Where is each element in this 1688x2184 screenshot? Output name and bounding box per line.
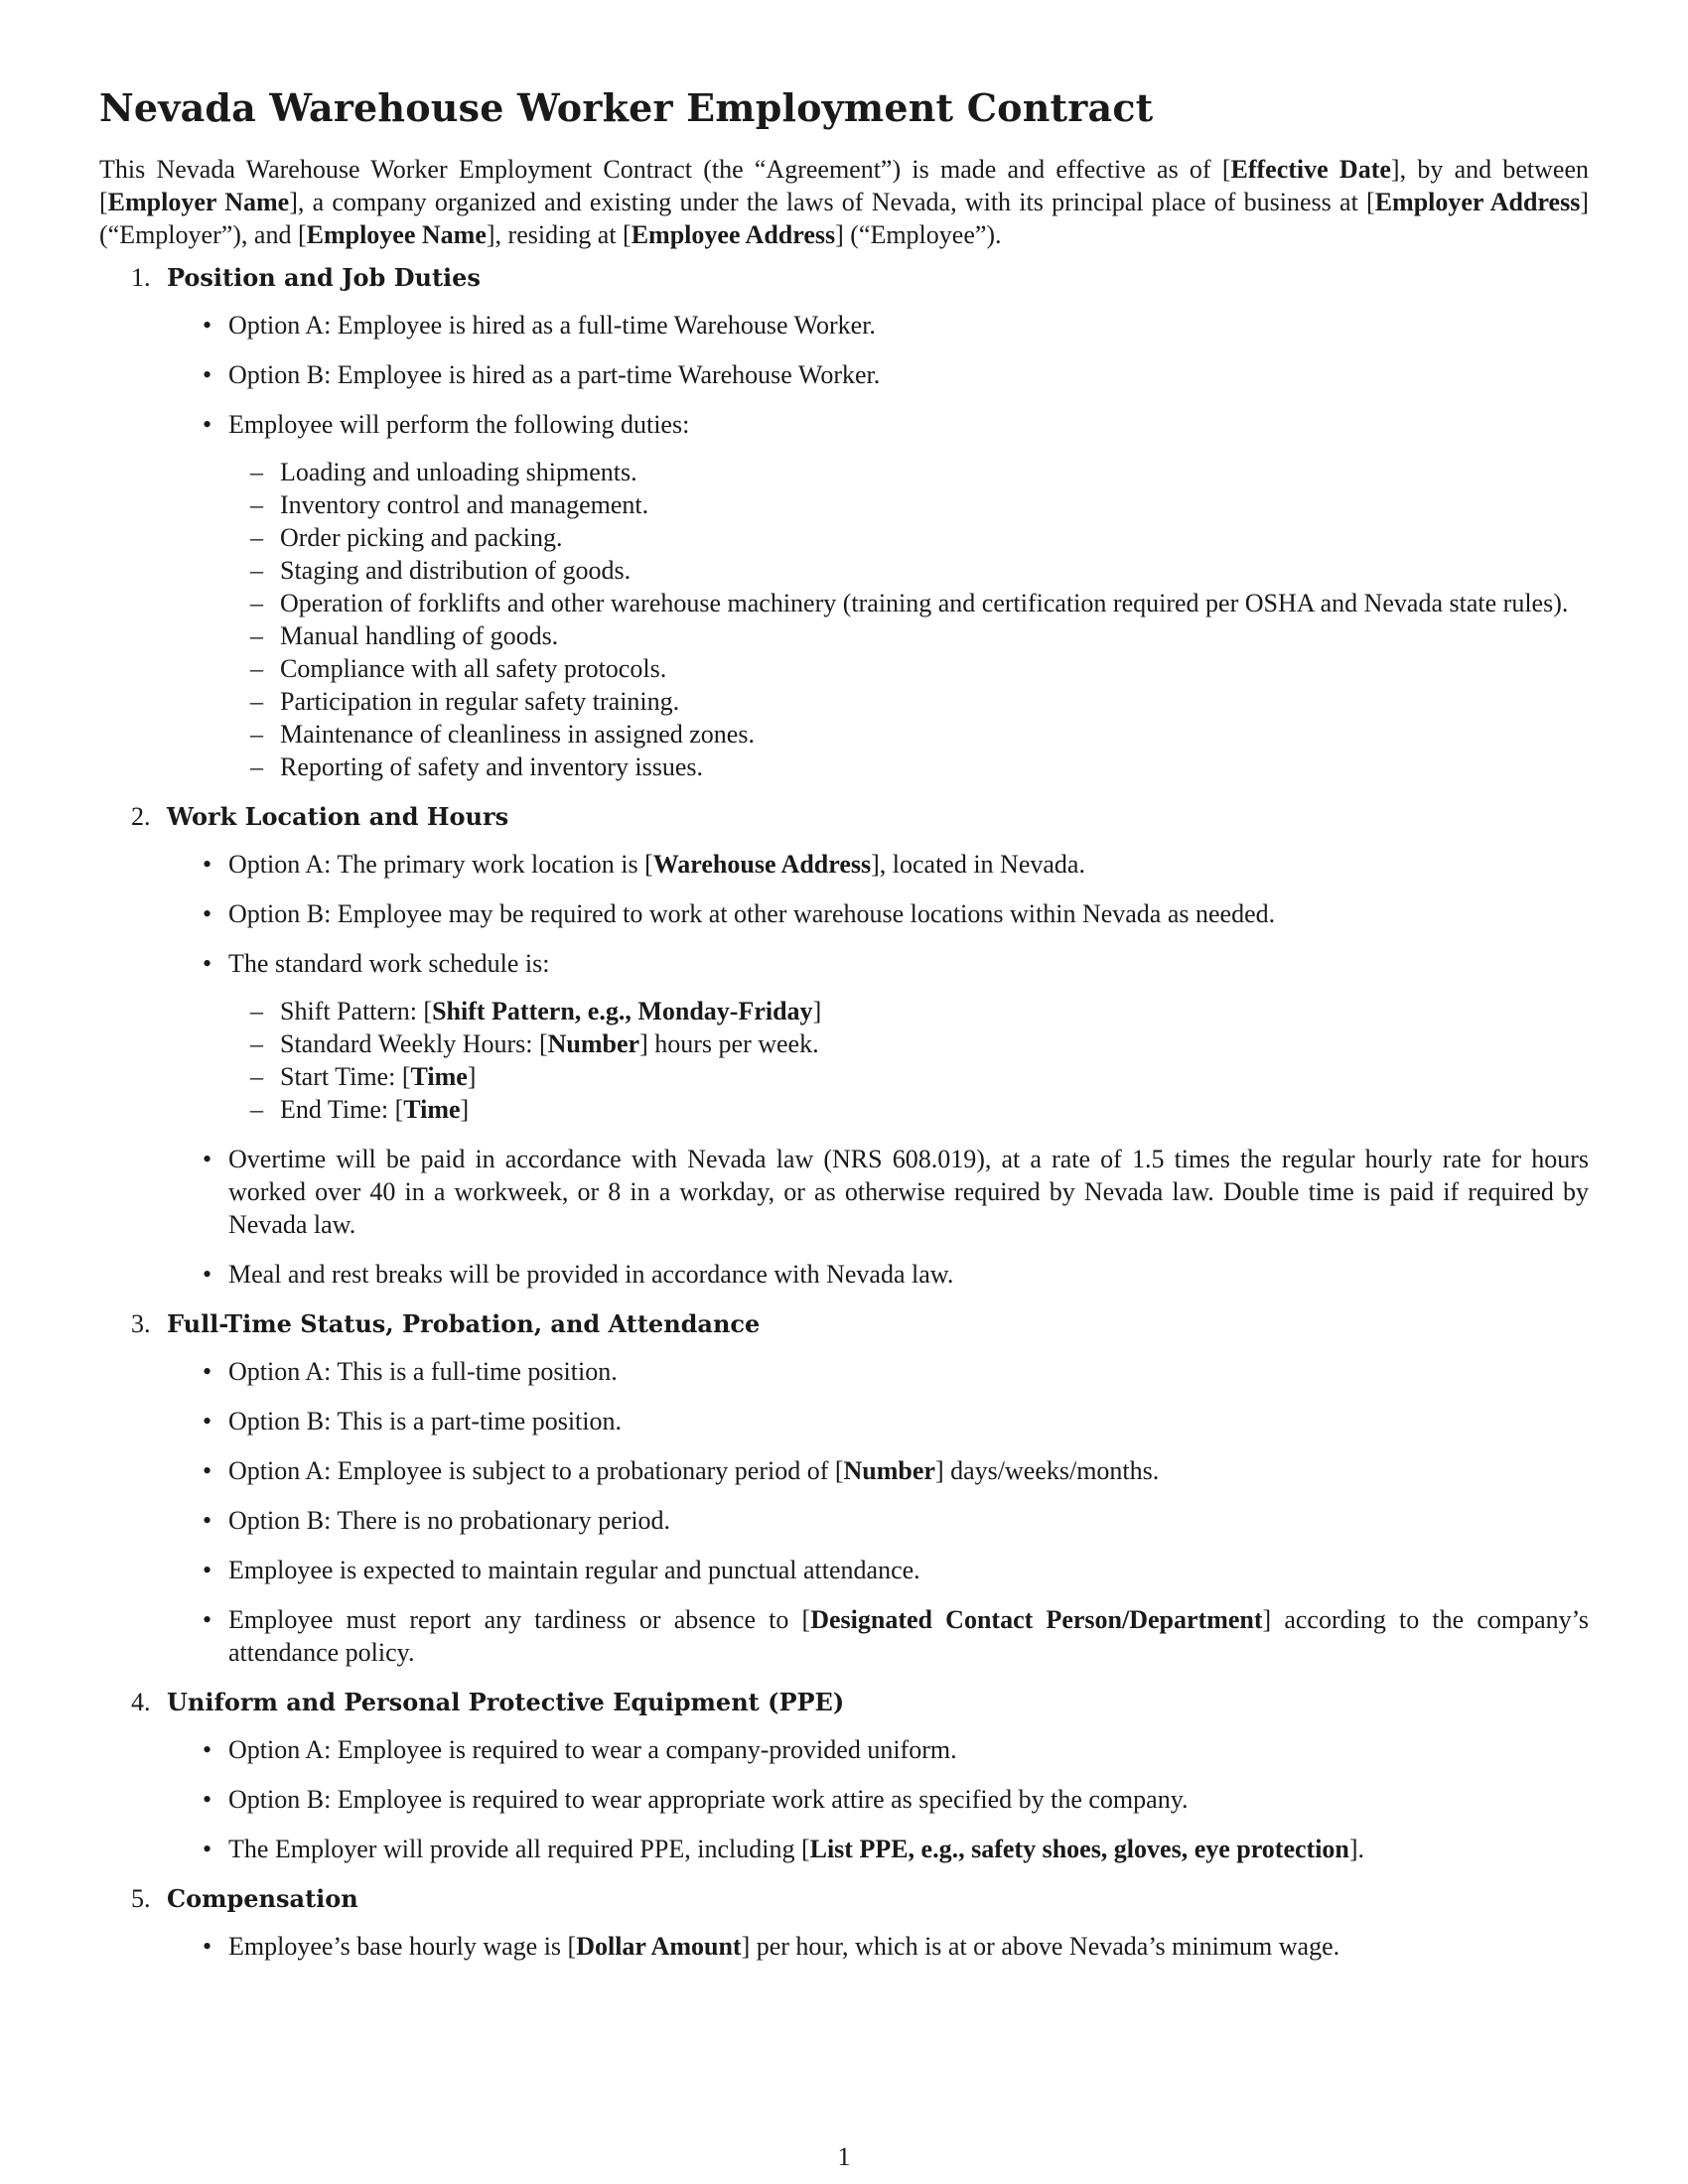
- dash-icon: –: [250, 457, 263, 486]
- section-number: 5.: [131, 1883, 151, 1913]
- bullet-icon: •: [203, 898, 212, 928]
- bullet-icon: •: [203, 1784, 212, 1814]
- bullet-icon: •: [203, 1259, 212, 1289]
- list-item: • The Employer will provide all required PPE, including [List PPE, e.g., safety shoes, gloves, eye protection].: [203, 1834, 1365, 1863]
- list-item: • Employee must report any tardiness or absence to [Designated Contact Person/Department] according to the company’s attendance policy.: [203, 1604, 1590, 1667]
- dash-icon: –: [250, 620, 263, 650]
- dash-icon: –: [250, 1061, 263, 1091]
- section-status-probation: [99, 1307, 1589, 1669]
- duty-item: – Compliance with all safety protocols.: [250, 653, 667, 683]
- schedule-list: [228, 995, 1589, 1126]
- dash-icon: –: [250, 588, 263, 617]
- dash-icon: –: [250, 751, 263, 781]
- sections-list: [99, 261, 1589, 1963]
- dash-icon: –: [250, 555, 263, 585]
- list-item: • Option B: Employee is hired as a part-time Warehouse Worker.: [203, 359, 881, 389]
- section-title: Uniform and Personal Protective Equipment (PPE): [167, 1687, 845, 1716]
- duty-item: – Manual handling of goods.: [250, 620, 559, 650]
- bullet-icon: •: [203, 1604, 212, 1634]
- list-item: • The standard work schedule is: – Shift Pattern: [Shift Pattern, e.g., Monday-Friday] – Standard Weekly Hours: [Number] hours per week. – Start Time: [Time] – End Time: [Time]: [167, 947, 1589, 1126]
- dash-icon: –: [250, 1028, 263, 1058]
- bullet-icon: •: [203, 1555, 212, 1584]
- schedule-item: – Shift Pattern: [Shift Pattern, e.g., Monday-Friday]: [250, 996, 822, 1025]
- section-position-duties: [99, 261, 1589, 783]
- section-title: Full-Time Status, Probation, and Attendance: [167, 1308, 761, 1338]
- duty-item: – Loading and unloading shipments.: [250, 457, 637, 486]
- section-number: 4.: [131, 1687, 151, 1716]
- bullet-icon: •: [203, 1931, 212, 1961]
- duty-item: – Order picking and packing.: [250, 522, 563, 552]
- duty-item: – Participation in regular safety training.: [250, 686, 680, 716]
- page-number: 1: [837, 2142, 851, 2171]
- intro-paragraph: This Nevada Warehouse Worker Employment Contract (the “Agreement”) is made and effective as of [Effective Date], by and between [Employer Name], a company organized and existing under the laws of Nevada, with its principal place of business at [Employer Address] (“Employer”), and [Employee Name], residing at [Employee Address] (“Employee”).: [99, 154, 1589, 249]
- section-location-hours: [99, 800, 1589, 1291]
- duty-item: – Inventory control and management.: [250, 489, 649, 519]
- dash-icon: –: [250, 522, 263, 552]
- schedule-item: – Standard Weekly Hours: [Number] hours per week.: [250, 1028, 819, 1058]
- section-title: Work Location and Hours: [167, 801, 509, 831]
- bullet-icon: •: [203, 1834, 212, 1863]
- list-item: • Option B: Employee may be required to work at other warehouse locations within Nevada as needed.: [203, 898, 1276, 928]
- list-item: • Option A: Employee is hired as a full-time Warehouse Worker.: [203, 310, 876, 340]
- dash-icon: –: [250, 653, 263, 683]
- list-item: • Overtime will be paid in accordance with Nevada law (NRS 608.019), at a rate of 1.5 times the regular hourly rate for hours worked over 40 in a workweek, or 8 in a workday, or as otherwise required by Nevada law. Double time is paid if required by Nevada law.: [203, 1144, 1589, 1239]
- bullet-icon: •: [203, 310, 212, 340]
- list-item: • Option A: Employee is subject to a probationary period of [Number] days/weeks/months.: [203, 1455, 1160, 1485]
- bullet-icon: •: [203, 359, 212, 389]
- list-item: • Option A: This is a full-time position.: [203, 1356, 618, 1386]
- bullet-icon: •: [203, 948, 212, 978]
- schedule-item: – Start Time: [Time]: [250, 1061, 477, 1091]
- duty-item: – Maintenance of cleanliness in assigned zones.: [250, 719, 755, 749]
- section-number: 1.: [131, 262, 151, 292]
- duty-item: – Operation of forklifts and other warehouse machinery (training and certification required per OSHA and Nevada state rules).: [250, 588, 1569, 617]
- section-title: Compensation: [167, 1883, 358, 1913]
- duties-list: [228, 456, 1589, 783]
- bullet-icon: •: [203, 409, 212, 439]
- section-compensation: [99, 1882, 1589, 1963]
- bullet-icon: •: [203, 1455, 212, 1485]
- list-item: • Employee is expected to maintain regular and punctual attendance.: [203, 1555, 920, 1584]
- list-item: • Option B: There is no probationary period.: [203, 1505, 671, 1535]
- bullet-icon: •: [203, 1356, 212, 1386]
- list-item: • Option B: This is a part-time position.: [203, 1406, 623, 1435]
- dash-icon: –: [250, 719, 263, 749]
- section-number: 3.: [131, 1308, 151, 1338]
- list-item: • Option B: Employee is required to wear appropriate work attire as specified by the company.: [203, 1784, 1189, 1814]
- list-item: • Meal and rest breaks will be provided in accordance with Nevada law.: [203, 1259, 954, 1289]
- section-number: 2.: [131, 801, 151, 831]
- section-uniform-ppe: [99, 1686, 1589, 1865]
- bullet-icon: •: [203, 1734, 212, 1764]
- document-title: Nevada Warehouse Worker Employment Contract: [99, 85, 1154, 130]
- list-item: • Option A: The primary work location is [Warehouse Address], located in Nevada.: [203, 849, 1085, 879]
- bullet-icon: •: [203, 1144, 212, 1173]
- duty-item: – Staging and distribution of goods.: [250, 555, 632, 585]
- dash-icon: –: [250, 996, 263, 1025]
- dash-icon: –: [250, 489, 263, 519]
- section-title: Position and Job Duties: [167, 262, 481, 292]
- list-item: • Employee will perform the following duties: – Loading and unloading shipments. – Inventory control and management. – Order picking and packing. – Staging and distribution of goods. – Operation of forklifts and other warehouse machinery (training and certification required per OSHA and Nevada state rules). – Manual handling of goods. – Compliance with all safety protocols. – Participation in regular safety training. – Maintenance of cleanliness in assigned zones. – Reporting of safety and inventory issues.: [167, 408, 1589, 783]
- dash-icon: –: [250, 686, 263, 716]
- bullet-icon: •: [203, 1406, 212, 1435]
- list-item: • Employee’s base hourly wage is [Dollar Amount] per hour, which is at or above Nevada’s minimum wage.: [203, 1931, 1340, 1961]
- document-page: [99, 85, 1589, 1979]
- dash-icon: –: [250, 1094, 263, 1124]
- schedule-item: – End Time: [Time]: [250, 1094, 470, 1124]
- list-item: • Option A: Employee is required to wear a company-provided uniform.: [203, 1734, 957, 1764]
- bullet-icon: •: [203, 1505, 212, 1535]
- bullet-icon: •: [203, 849, 212, 879]
- duty-item: – Reporting of safety and inventory issues.: [250, 751, 704, 781]
